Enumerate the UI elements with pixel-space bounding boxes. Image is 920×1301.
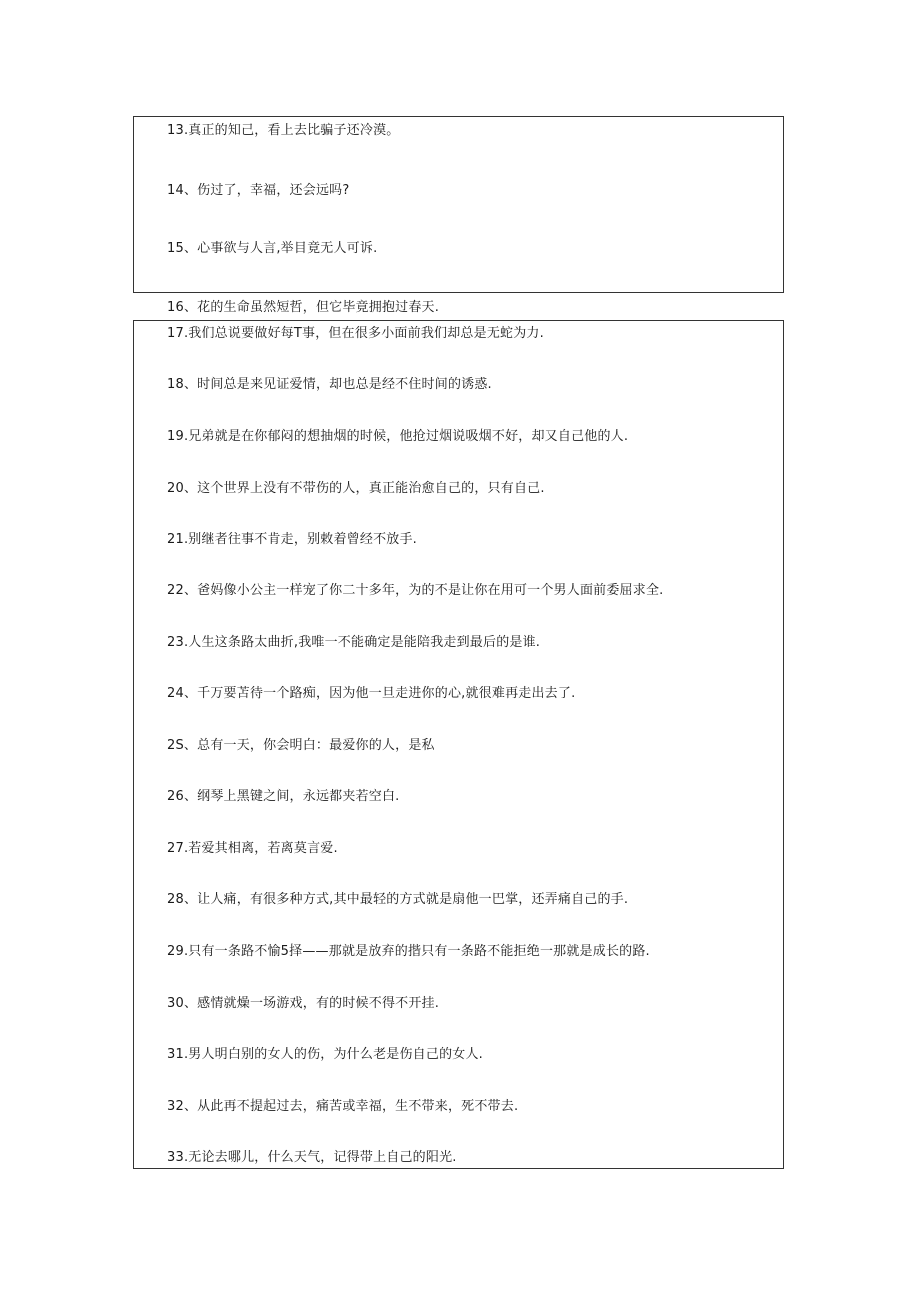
quote-line-15: 15、心事欲与人言,举目竟无人可诉.: [167, 241, 378, 256]
quote-line-22: 22、爸妈像小公主一样宠了你二十多年，为的不是让你在用可一个男人面前委屈求全.: [167, 583, 664, 598]
quote-line-26: 26、纲琴上黑键之间，永远都夹若空白.: [167, 789, 400, 804]
quote-line-32: 32、从此再不提起过去，痛苦或幸福，生不带来，死不带去.: [167, 1099, 519, 1114]
quote-line-30: 30、感情就燥一场游戏，有的时候不得不开挂.: [167, 996, 440, 1011]
quote-box-top: [133, 116, 784, 293]
quote-line-17: 17.我们总说要做好每T事，但在很多小面前我们却总是无蛇为力.: [167, 326, 544, 341]
quote-line-28: 28、让人痛，有很多种方式,其中最轻的方式就是扇他一巴掌，还弄痛自己的手.: [167, 892, 629, 907]
quote-line-14: 14、伤过了，幸福，还会远吗?: [167, 183, 350, 198]
quote-line-16: 16、花的生命虽然短哲，但它毕竟拥抱过春天.: [167, 300, 440, 315]
quote-line-27: 27.若爱其相离，若离莫言爱.: [167, 841, 338, 856]
quote-line-13: 13.真正的知己，看上去比骗子还冷漠。: [167, 123, 400, 138]
quote-line-33: 33.无论去哪儿，什么天气，记得带上自己的阳光.: [167, 1150, 457, 1165]
quote-line-24: 24、千万要苫待一个路痴，因为他一旦走进你的心,就很难再走出去了.: [167, 686, 576, 701]
quote-line-18: 18、时间总是来见证爱情，却也总是经不住时间的诱惑.: [167, 377, 492, 392]
quote-line-31: 31.男人明白别的女人的伤，为什么老是伤自己的女人.: [167, 1047, 484, 1062]
quote-line-23: 23.人生这条路太曲折,我唯一不能确定是能陪我走到最后的是谁.: [167, 635, 541, 650]
quote-line-25: 2S、总有一天，你会明白：最爱你的人，是私: [167, 738, 435, 753]
quote-line-29: 29.只有一条路不愉5择——那就是放弃的揩只有一条路不能拒绝一那就是成长的路.: [167, 944, 650, 959]
quote-line-20: 20、这个世界上没有不带伤的人，真正能治愈自己的，只有自己.: [167, 481, 545, 496]
quote-line-19: 19.兄弟就是在你郁闷的想抽烟的时候，他抢过烟说吸烟不好，却又自己他的人.: [167, 429, 629, 444]
quote-line-21: 21.别继者往事不肯走，别敕着曾经不放手.: [167, 532, 418, 547]
